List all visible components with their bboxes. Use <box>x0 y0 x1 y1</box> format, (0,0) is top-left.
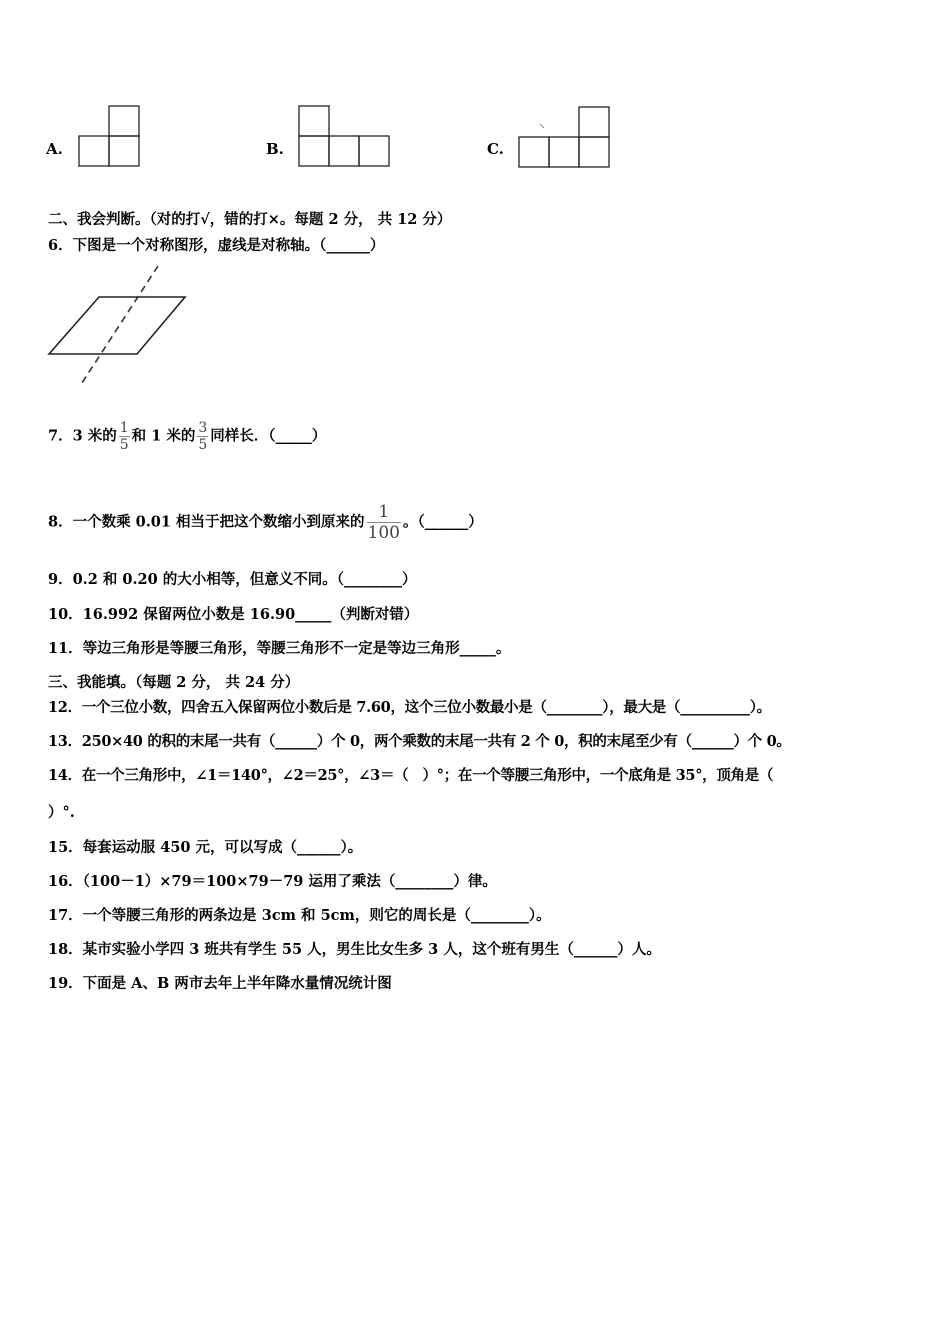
fraction-numerator: 3 <box>198 420 208 436</box>
square <box>329 136 359 166</box>
option-b-figure <box>296 104 392 170</box>
square <box>299 136 329 166</box>
square <box>299 106 329 136</box>
parallelogram-figure <box>44 262 194 390</box>
question-6: 6．下图是一个对称图形，虚线是对称轴。（______） <box>48 237 385 254</box>
square <box>359 136 389 166</box>
question-14-line-1: 14．在一个三角形中，∠1＝140°，∠2＝25°，∠3＝（ ）°；在一个等腰三角形中，一个底角是 35°，顶角是（ <box>48 767 774 784</box>
option-c-label: C. <box>487 140 504 158</box>
question-7-prefix: 7．3 米的 <box>48 427 117 445</box>
question-18: 18．某市实验小学四 3 班共有学生 55 人，男生比女生多 3 人，这个班有男生（______）人。 <box>48 941 661 958</box>
fraction-one-fifth <box>119 420 130 453</box>
symmetry-axis <box>80 266 158 386</box>
fraction-denominator: 5 <box>119 437 129 453</box>
option-a-figure <box>76 104 142 170</box>
fraction-denominator: 100 <box>367 523 400 543</box>
square <box>549 137 579 167</box>
square <box>519 137 549 167</box>
question-7-suffix: 同样长．（_____） <box>210 427 327 445</box>
square <box>109 106 139 136</box>
square <box>579 137 609 167</box>
question-8 <box>48 502 483 543</box>
question-19: 19．下面是 A、B 两市去年上半年降水量情况统计图 <box>48 975 392 992</box>
section-2-header: 二、我会判断。（对的打√，错的打×。每题 2 分， 共 12 分） <box>48 211 452 228</box>
question-15: 15．每套运动服 450 元，可以写成（______）。 <box>48 839 363 856</box>
fraction-one-hundredth <box>367 502 401 543</box>
question-8-prefix: 8．一个数乘 0.01 相当于把这个数缩小到原来的 <box>48 513 365 531</box>
question-7 <box>48 420 326 453</box>
question-12: 12．一个三位小数，四舍五入保留两位小数后是 7.60，这个三位小数最小是（________），最大是（__________）。 <box>48 699 771 716</box>
question-9: 9．0.2 和 0.20 的大小相等，但意义不同。（________） <box>48 571 417 588</box>
square <box>79 136 109 166</box>
question-11: 11．等边三角形是等腰三角形，等腰三角形不一定是等边三角形_____。 <box>48 640 511 657</box>
option-b-label: B. <box>266 140 284 158</box>
question-8-suffix: 。（______） <box>402 513 483 531</box>
fraction-three-fifths <box>197 420 208 453</box>
question-10: 10．16.992 保留两位小数是 16.90_____（判断对错） <box>48 606 419 623</box>
question-17: 17．一个等腰三角形的两条边是 3cm 和 5cm，则它的周长是（________）。 <box>48 907 551 924</box>
question-7-middle: 和 1 米的 <box>131 427 196 445</box>
question-13: 13．250×40 的积的末尾一共有（______）个 0，两个乘数的末尾一共有 2 个 0，积的末尾至少有（______）个 0。 <box>48 733 791 750</box>
fraction-numerator: 1 <box>378 502 390 522</box>
question-16: 16．（100－1）×79＝100×79－79 运用了乘法（________）律。 <box>48 873 497 890</box>
section-3-header: 三、我能填。（每题 2 分， 共 24 分） <box>48 674 300 691</box>
square <box>579 107 609 137</box>
square <box>109 136 139 166</box>
option-a-label: A. <box>46 140 63 158</box>
fraction-denominator: 5 <box>198 437 208 453</box>
fraction-numerator: 1 <box>119 420 129 436</box>
question-14-line-2: ）°. <box>48 804 75 821</box>
parallelogram <box>49 297 185 354</box>
option-c-figure <box>516 104 612 170</box>
